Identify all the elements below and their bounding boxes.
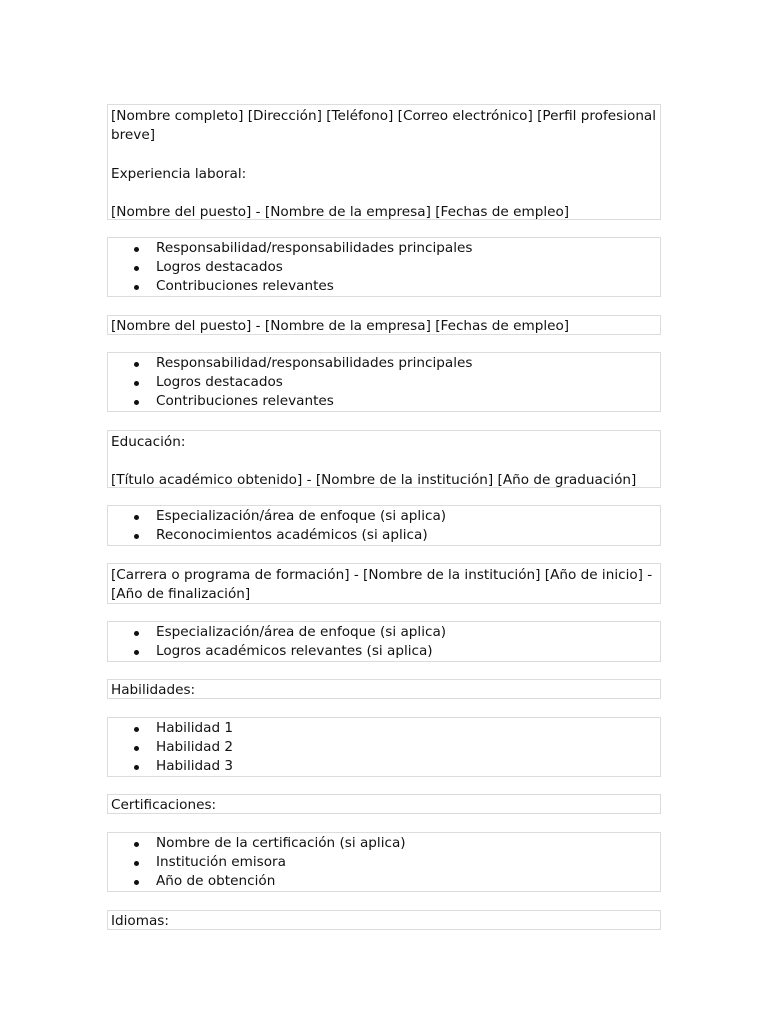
experience-heading: Experiencia laboral: xyxy=(111,165,247,182)
degree-list-box xyxy=(107,505,661,546)
certifications-heading: Certificaciones: xyxy=(111,797,217,813)
header-block xyxy=(107,104,661,220)
list-item: Contribuciones relevantes xyxy=(108,277,660,296)
job-title-line: [Nombre del puesto] - [Nombre de la empresa] [Fechas de empleo] xyxy=(111,203,570,220)
certifications-heading-block xyxy=(107,794,661,814)
education-heading: Educación: xyxy=(111,434,186,450)
list-item: Logros destacados xyxy=(108,373,660,392)
list-item: Habilidad 3 xyxy=(108,757,660,776)
list-item: Logros académicos relevantes (si aplica) xyxy=(108,642,660,661)
list-item: Habilidad 2 xyxy=(108,738,660,757)
skills-heading-block xyxy=(107,679,661,699)
job-title-line: [Nombre del puesto] - [Nombre de la empresa] [Fechas de empleo] xyxy=(111,318,570,334)
list-item: Especialización/área de enfoque (si aplica) xyxy=(108,507,660,526)
certifications-list xyxy=(108,833,660,892)
job2-list-box xyxy=(107,352,661,412)
skills-heading: Habilidades: xyxy=(111,682,196,698)
languages-heading-block xyxy=(107,910,661,930)
program-block xyxy=(107,563,661,604)
job2-list xyxy=(108,353,660,412)
list-item: Nombre de la certificación (si aplica) xyxy=(108,834,660,853)
degree-line: [Título académico obtenido] - [Nombre de la institución] [Año de graduación] xyxy=(111,472,637,489)
program-list-box xyxy=(107,621,661,662)
languages-heading: Idiomas: xyxy=(111,913,169,929)
list-item: Responsabilidad/responsabilidades principales xyxy=(108,354,660,373)
contact-line: [Nombre completo] [Dirección] [Teléfono] [Correo electrónico] [Perfil profesional breve] xyxy=(111,108,657,144)
skills-list xyxy=(108,718,660,777)
list-item: Habilidad 1 xyxy=(108,719,660,738)
list-item: Año de obtención xyxy=(108,872,660,891)
job2-block xyxy=(107,315,661,335)
skills-list-box xyxy=(107,717,661,777)
education-block xyxy=(107,430,661,488)
list-item: Logros destacados xyxy=(108,258,660,277)
degree-list xyxy=(108,506,660,545)
job1-list-box xyxy=(107,237,661,297)
list-item: Reconocimientos académicos (si aplica) xyxy=(108,526,660,545)
certifications-list-box xyxy=(107,832,661,892)
job1-list xyxy=(108,238,660,297)
list-item: Institución emisora xyxy=(108,853,660,872)
program-line: [Carrera o programa de formación] - [Nombre de la institución] [Año de inicio] - [Año de finalización] xyxy=(111,567,653,603)
list-item: Contribuciones relevantes xyxy=(108,392,660,411)
program-list xyxy=(108,622,660,661)
list-item: Especialización/área de enfoque (si aplica) xyxy=(108,623,660,642)
list-item: Responsabilidad/responsabilidades principales xyxy=(108,239,660,258)
